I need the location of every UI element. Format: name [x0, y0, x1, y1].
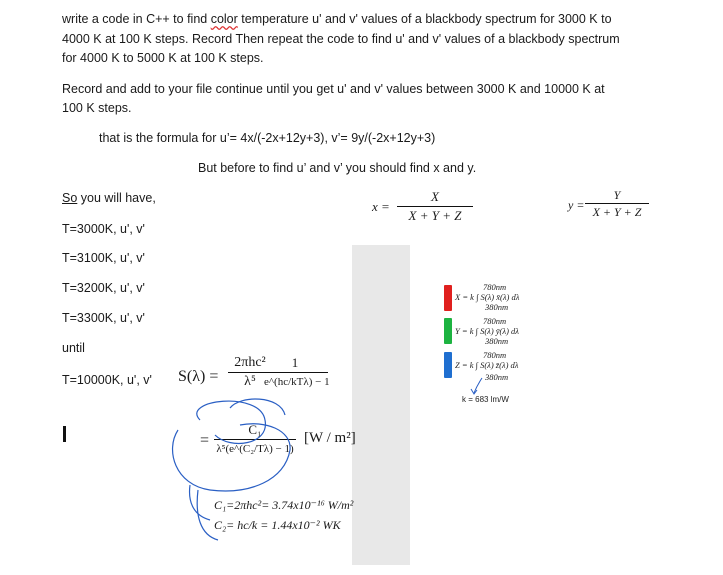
list-row: T=3000K, u', v' — [62, 222, 145, 236]
paragraph-1-line-2: 4000 K at 100 K steps. Record Then repeat the code to find u' and v' values of a blackbody spectrum — [62, 32, 620, 46]
equals-sign: = — [200, 432, 210, 449]
units-label: [W / m²] — [304, 430, 356, 446]
list-row: until — [62, 341, 85, 355]
x-numerator: X — [397, 188, 473, 207]
planck-lhs: S(λ) = — [178, 368, 219, 385]
planck-exp-denominator: e^(hc/kTλ) − 1 — [264, 376, 330, 388]
list-row: T=3100K, u', v' — [62, 251, 145, 265]
formula-line: that is the formula for u’= 4x/(-2x+12y+3), v’= 9y/(-2x+12y+3) — [99, 131, 436, 145]
c1-definition: C₁=2πhc²= 3.74x10⁻¹⁶ W/m² — [214, 498, 354, 512]
planck-denominator: λ⁵ — [244, 374, 256, 389]
planck2-denominator: λ⁵(e^(C₂/Tλ) − 1) — [216, 443, 294, 455]
x-int-upper: 780nm — [483, 282, 507, 292]
z-integral: Z = k ∫ S(λ) z̄(λ) dλ — [455, 360, 519, 370]
paragraph-1-line-3: for 4000 K to 5000 K at 100 K steps. — [62, 51, 264, 65]
text-cursor[interactable] — [63, 426, 66, 442]
green-bar — [444, 318, 452, 344]
paragraph-1-line-1 — [62, 9, 612, 29]
y-numerator: Y — [585, 187, 649, 204]
y-lhs: y = — [568, 198, 585, 212]
paragraph-2-line-1: Record and add to your file continue until you get u' and v' values between 3000 K and 10000 K at — [62, 82, 605, 96]
y-fraction — [585, 187, 649, 220]
x-int-lower: 380nm — [485, 302, 509, 312]
z-int-upper: 780nm — [483, 350, 507, 360]
planck2-numerator: C₁ — [214, 420, 296, 440]
spellcheck-word[interactable]: color — [210, 12, 238, 26]
k-value: k = 683 lm/W — [462, 395, 509, 404]
hand-annotation-loops — [170, 390, 360, 560]
text-segment: write a code in C++ to find — [62, 12, 211, 26]
list-row: T=3300K, u', v' — [62, 311, 145, 325]
text-segment: temperature u' and v' values of a blackbody spectrum for 3000 K to — [237, 12, 612, 26]
x-denominator: X + Y + Z — [408, 208, 462, 223]
x-lhs: x = — [372, 199, 390, 214]
arrow-icon — [468, 376, 488, 396]
z-int-lower: 380nm — [485, 372, 509, 382]
paragraph-2-line-2: 100 K steps. — [62, 101, 132, 115]
x-fraction — [397, 188, 473, 225]
underlined-word: So — [62, 191, 78, 205]
planck-one: 1 — [262, 354, 328, 373]
red-bar — [444, 285, 452, 311]
y-int-upper: 780nm — [483, 316, 507, 326]
text-segment: you will have, — [77, 191, 156, 205]
image-gray-panel — [352, 245, 410, 565]
before-line: But before to find u’ and v’ you should find x and y. — [198, 161, 477, 175]
planck-exp-fraction — [262, 354, 328, 391]
y-int-lower: 380nm — [485, 336, 509, 346]
planck-numerator: 2πhc² — [228, 354, 272, 373]
list-row: T=10000K, u', v' — [62, 373, 152, 387]
so-you-will-have — [62, 188, 156, 208]
blue-bar — [444, 352, 452, 378]
c2-definition: C₂= hc/k = 1.44x10⁻² WK — [214, 518, 341, 532]
list-row: T=3200K, u', v' — [62, 281, 145, 295]
x-integral: X = k ∫ S(λ) x̄(λ) dλ — [455, 292, 520, 302]
y-denominator: X + Y + Z — [592, 205, 642, 219]
y-integral: Y = k ∫ S(λ) ȳ(λ) dλ — [455, 326, 519, 336]
